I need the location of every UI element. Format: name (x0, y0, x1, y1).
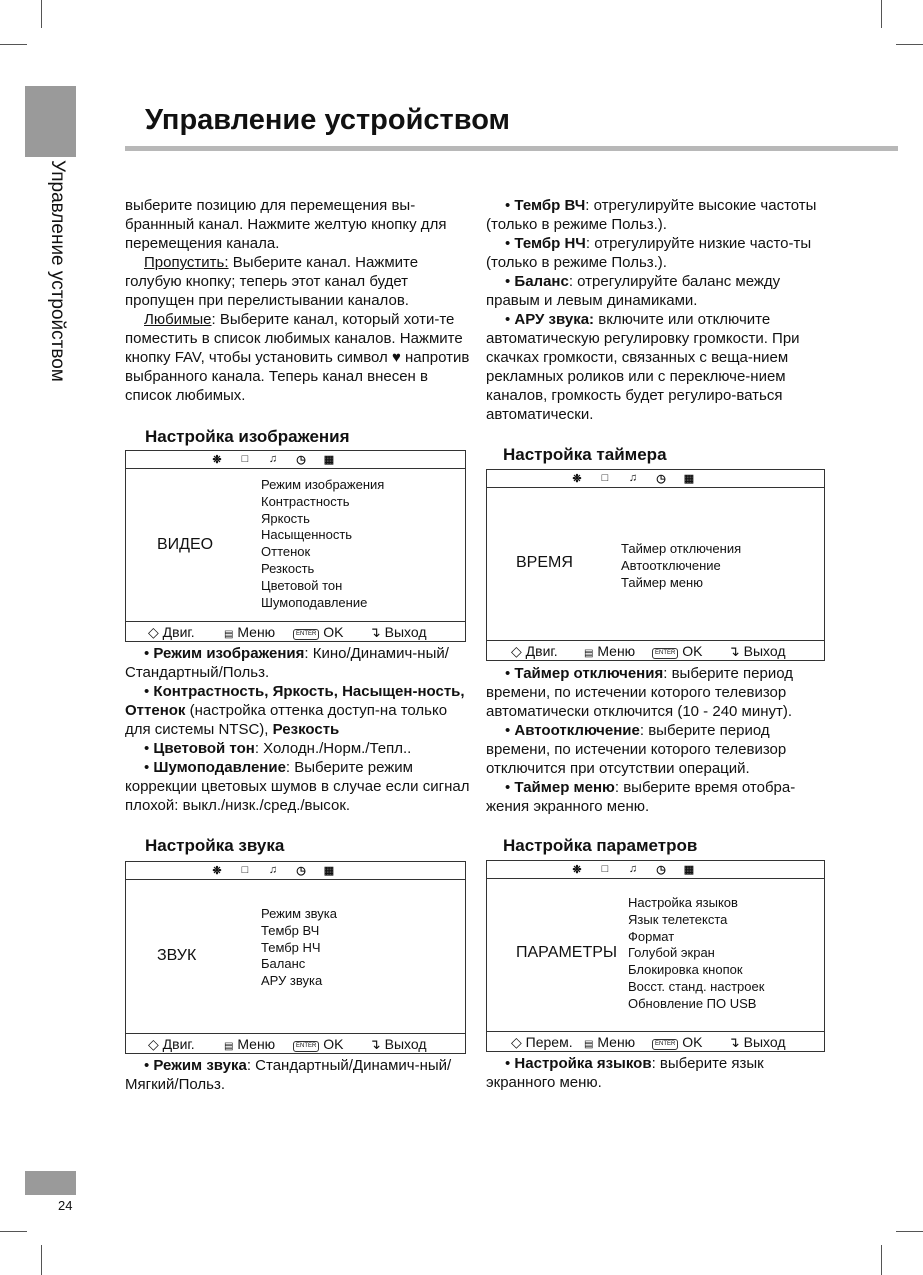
crop-mark (41, 0, 42, 28)
bullet: • Режим звука: Стандартный/Динамич-ный/Мягкий/Польз. (125, 1057, 452, 1093)
bullet-text: включите или отключите автоматическую регулировку громкости. При скачках громкости, связанных с веща-нием рекламных роликов или с переключе-нием каналов, громкость будет регулиро-ваться автоматически. (486, 311, 800, 423)
params-menu-box (486, 860, 825, 1052)
footer-menu: Меню (237, 1036, 276, 1052)
monitor-icon[interactable]: □ (601, 472, 609, 484)
menu-item[interactable]: Контрастность (261, 493, 350, 509)
move-icon: ◇ (148, 1036, 159, 1052)
bullet-text: : выберите период времени, по истечении которого телевизор автоматически отключится (10 - 240 минут). (486, 665, 793, 720)
bullet-term: Режим изображения (153, 645, 305, 662)
menu-item[interactable]: Баланс (261, 956, 306, 972)
gear-icon[interactable]: ❉ (572, 864, 582, 876)
menu-tab-bar (487, 470, 824, 488)
menu-footer (126, 621, 465, 641)
intro-paragraph: выберите позицию для перемещения вы-браннный канал. Нажмите желтую кнопку для перемещения канала. (125, 197, 447, 252)
menu-item[interactable]: Обновление ПО USB (628, 995, 757, 1011)
bullet: • Таймер меню: выберите время отобра-жения экранного меню. (486, 779, 796, 815)
menu-tab-bar (126, 451, 465, 469)
bullet-term: Цветовой тон (153, 740, 255, 757)
music-icon[interactable]: ♫ (628, 472, 638, 484)
footer-exit: Выход (743, 1034, 786, 1050)
menu-tab-bar (126, 862, 465, 880)
bullet: • Цветовой тон: Холодн./Норм./Тепл.. (144, 740, 412, 757)
menu-label: ПАРАМЕТРЫ (516, 944, 618, 961)
bullet-term: Баланс (514, 273, 569, 290)
bullet-text: : выберите язык экранного меню. (486, 1055, 764, 1091)
crop-mark (0, 44, 27, 45)
bullet-term: Автоотключение (514, 722, 640, 739)
bullet: • Тембр ВЧ: отрегулируйте высокие частоты (только в режиме Польз.). (486, 197, 817, 233)
bullet-text: : выберите период времени, по истечении которого телевизор отключится при отсутствии операций. (486, 722, 787, 777)
sound-menu-box (125, 861, 466, 1054)
timer-description (486, 664, 828, 816)
grid-icon[interactable]: ▦ (323, 454, 335, 466)
footer-menu: Меню (597, 643, 636, 659)
bullet: • Настройка языков: выберите язык экранного меню. (486, 1055, 764, 1091)
fav-label: Любимые (144, 311, 212, 328)
grid-icon[interactable]: ▦ (323, 865, 335, 877)
bullet-text: : отрегулируйте баланс между правым и левым динамиками. (486, 273, 781, 309)
monitor-icon[interactable]: □ (601, 863, 609, 875)
menu-tab-bar (487, 861, 824, 879)
bullet-text: : Кино/Динамич-ный/Стандартный/Польз. (125, 645, 449, 681)
footer-ok: OK (323, 1036, 344, 1052)
bullet-term: Тембр ВЧ (514, 197, 586, 214)
clock-icon[interactable]: ◷ (296, 865, 306, 877)
footer-ok: OK (323, 624, 344, 640)
move-icon: ◇ (511, 643, 522, 659)
menu-item[interactable]: Настройка языков (628, 895, 738, 910)
crop-mark (881, 0, 882, 28)
menu-item[interactable]: АРУ звука (261, 973, 323, 989)
bullet-text: (настройка оттенка доступ-на только для системы NTSC), (125, 702, 448, 738)
sound-description (125, 1056, 470, 1094)
footer-exit: Выход (384, 1036, 427, 1052)
picture-heading: Настройка изображения (145, 427, 350, 446)
gear-icon[interactable]: ❉ (212, 865, 222, 877)
menu-item[interactable]: Таймер отключения (621, 541, 742, 556)
footer-move: Двиг. (162, 624, 195, 640)
enter-key-icon: ENTER (652, 648, 678, 659)
footer-move: Двиг. (162, 1036, 195, 1052)
bullet-text: : выберите время отобра-жения экранного меню. (486, 779, 796, 815)
clock-icon[interactable]: ◷ (656, 864, 666, 876)
skip-label: Пропустить: (144, 254, 229, 271)
bullet-term: Настройка языков (514, 1055, 652, 1072)
menu-items (261, 906, 337, 990)
menu-item[interactable]: Голубой экран (628, 945, 715, 961)
menu-item[interactable]: Яркость (261, 510, 310, 526)
menu-items (261, 477, 384, 611)
footer-menu: Меню (237, 624, 276, 640)
picture-description (125, 644, 470, 815)
menu-icon: ▤ (224, 1041, 234, 1052)
bullet: • Тембр НЧ: отрегулируйте низкие часто-ты (только в режиме Польз.). (486, 235, 812, 271)
move-icon: ◇ (511, 1034, 522, 1050)
menu-footer (487, 1031, 824, 1051)
bullet-term: Режим звука (153, 1057, 247, 1074)
bullet: • Баланс: отрегулируйте баланс между правым и левым динамиками. (486, 273, 781, 309)
footer-ok: OK (682, 1034, 703, 1050)
exit-icon: ↴ (728, 1034, 740, 1050)
bullet: • Таймер отключения: выберите период времени, по истечении которого телевизор автоматически отключится (10 - 240 минут). (486, 665, 793, 720)
bullet: • Контрастность, Яркость, Насыщен-ность, Оттенок (настройка оттенка доступ-на только для системы NTSC), Резкость (125, 683, 465, 738)
footer-exit: Выход (384, 624, 427, 640)
page-title: Управление устройством (145, 104, 510, 136)
menu-footer (487, 640, 824, 660)
menu-label: ВРЕМЯ (516, 554, 573, 571)
sound-heading: Настройка звука (145, 836, 285, 855)
bullet-term: Резкость (272, 721, 340, 738)
params-description (486, 1054, 828, 1092)
footer-exit: Выход (743, 643, 786, 659)
menu-item[interactable]: Режим изображения (261, 477, 385, 492)
menu-item[interactable]: Восст. станд. настроек (628, 978, 765, 994)
grid-icon[interactable]: ▦ (683, 473, 695, 485)
bullet: • Шумоподавление: Выберите режим коррекции цветовых шумов в случае если сигнал плохой: выкл./низк./сред./высок. (125, 759, 470, 814)
bullet-text: : отрегулируйте высокие частоты (только в режиме Польз.). (486, 197, 817, 233)
bullet-term: Тембр НЧ (514, 235, 586, 252)
page-tab (25, 1171, 76, 1195)
menu-item[interactable]: Тембр ВЧ (261, 922, 320, 938)
title-rule (125, 146, 898, 151)
enter-key-icon: ENTER (293, 629, 319, 640)
crop-mark (0, 1231, 27, 1232)
timer-heading: Настройка таймера (503, 445, 667, 464)
bullet: • Режим изображения: Кино/Динамич-ный/Стандартный/Польз. (125, 645, 449, 681)
menu-item[interactable]: Насыщенность (261, 527, 353, 543)
music-icon[interactable]: ♫ (268, 864, 278, 876)
menu-item[interactable]: Резкость (261, 560, 315, 576)
side-label: Управление устройством (47, 160, 68, 382)
exit-icon: ↴ (369, 624, 381, 640)
monitor-icon[interactable]: □ (241, 453, 249, 465)
bullet-term: Шумоподавление (153, 759, 286, 776)
menu-item[interactable]: Блокировка кнопок (628, 962, 743, 978)
footer-menu: Меню (597, 1034, 636, 1050)
bullet-text: : Выберите режим коррекции цветовых шумов в случае если сигнал плохой: выкл./низк./сред./высок. (125, 759, 470, 814)
fav-text-end: напротив выбранного канала. Теперь канал внесен в список любимых. (125, 349, 470, 404)
bullet-term: АРУ звука: (514, 311, 595, 328)
skip-paragraph (125, 253, 470, 310)
crop-mark (41, 1245, 42, 1275)
menu-item[interactable]: Оттенок (261, 544, 311, 560)
menu-items (628, 895, 764, 1013)
grid-icon[interactable]: ▦ (683, 864, 695, 876)
crop-mark (896, 1231, 923, 1232)
bullet-text: : отрегулируйте низкие часто-ты (только в режиме Польз.). (486, 235, 812, 271)
page-number: 24 (58, 1198, 73, 1213)
menu-footer (126, 1033, 465, 1053)
timer-menu-box (486, 469, 825, 661)
menu-icon: ▤ (224, 629, 234, 640)
menu-item[interactable]: Режим звука (261, 906, 337, 921)
menu-item[interactable]: Формат (628, 928, 675, 944)
menu-item[interactable]: Шумоподавление (261, 594, 368, 610)
left-intro (125, 196, 470, 405)
bullet-term: Таймер отключения (514, 665, 664, 682)
menu-icon: ▤ (584, 1039, 594, 1050)
bullet-text: : Холодн./Норм./Тепл.. (254, 740, 412, 757)
clock-icon[interactable]: ◷ (656, 473, 666, 485)
menu-items (621, 541, 741, 591)
menu-label: ЗВУК (157, 947, 197, 964)
fav-paragraph (125, 310, 470, 405)
fav-text: : Выберите канал, который хоти-те поместить в список любимых каналов. Нажмите кнопку FAV, чтобы установить символ (125, 311, 463, 366)
move-icon: ◇ (148, 624, 159, 640)
bullet-term: Таймер меню (514, 779, 615, 796)
enter-key-icon: ENTER (652, 1039, 678, 1050)
gear-icon[interactable]: ❉ (572, 473, 582, 485)
menu-item[interactable]: Автоотключение (621, 557, 721, 573)
heart-icon: ♥ (391, 349, 401, 366)
right-intro (486, 196, 828, 424)
bullet: • АРУ звука: включите или отключите автоматическую регулировку громкости. При скачках громкости, связанных с веща-нием рекламных роликов или с переключе-нием каналов, громкость будет регулиро-ваться автоматически. (486, 311, 800, 423)
exit-icon: ↴ (369, 1036, 381, 1052)
params-heading: Настройка параметров (503, 836, 698, 855)
menu-item[interactable]: Тембр НЧ (261, 939, 321, 955)
crop-mark (896, 44, 923, 45)
bullet-text: : Стандартный/Динамич-ный/Мягкий/Польз. (125, 1057, 452, 1093)
menu-icon: ▤ (584, 648, 594, 659)
side-tab (25, 86, 76, 157)
monitor-icon[interactable]: □ (241, 864, 249, 876)
skip-text: Выберите канал. Нажмите голубую кнопку; теперь этот канал будет пропущен при перелистывании каналов. (125, 254, 419, 309)
clock-icon[interactable]: ◷ (296, 454, 306, 466)
gear-icon[interactable]: ❉ (212, 454, 222, 466)
menu-item[interactable]: Цветовой тон (261, 577, 343, 593)
menu-item[interactable]: Язык телетекста (628, 911, 728, 927)
music-icon[interactable]: ♫ (628, 863, 638, 875)
enter-key-icon: ENTER (293, 1041, 319, 1052)
menu-label: ВИДЕО (157, 536, 214, 553)
footer-move: Двиг. (525, 643, 558, 659)
menu-item[interactable]: Таймер меню (621, 574, 703, 590)
crop-mark (881, 1245, 882, 1275)
bullet-term: Контрастность, Яркость, Насыщен-ность, Оттенок (125, 683, 465, 719)
bullet: • Автоотключение: выберите период времени, по истечении которого телевизор отключится при отсутствии операций. (486, 722, 787, 777)
footer-move: Перем. (525, 1034, 573, 1050)
footer-ok: OK (682, 643, 703, 659)
exit-icon: ↴ (728, 643, 740, 659)
music-icon[interactable]: ♫ (268, 453, 278, 465)
picture-menu-box (125, 450, 466, 642)
